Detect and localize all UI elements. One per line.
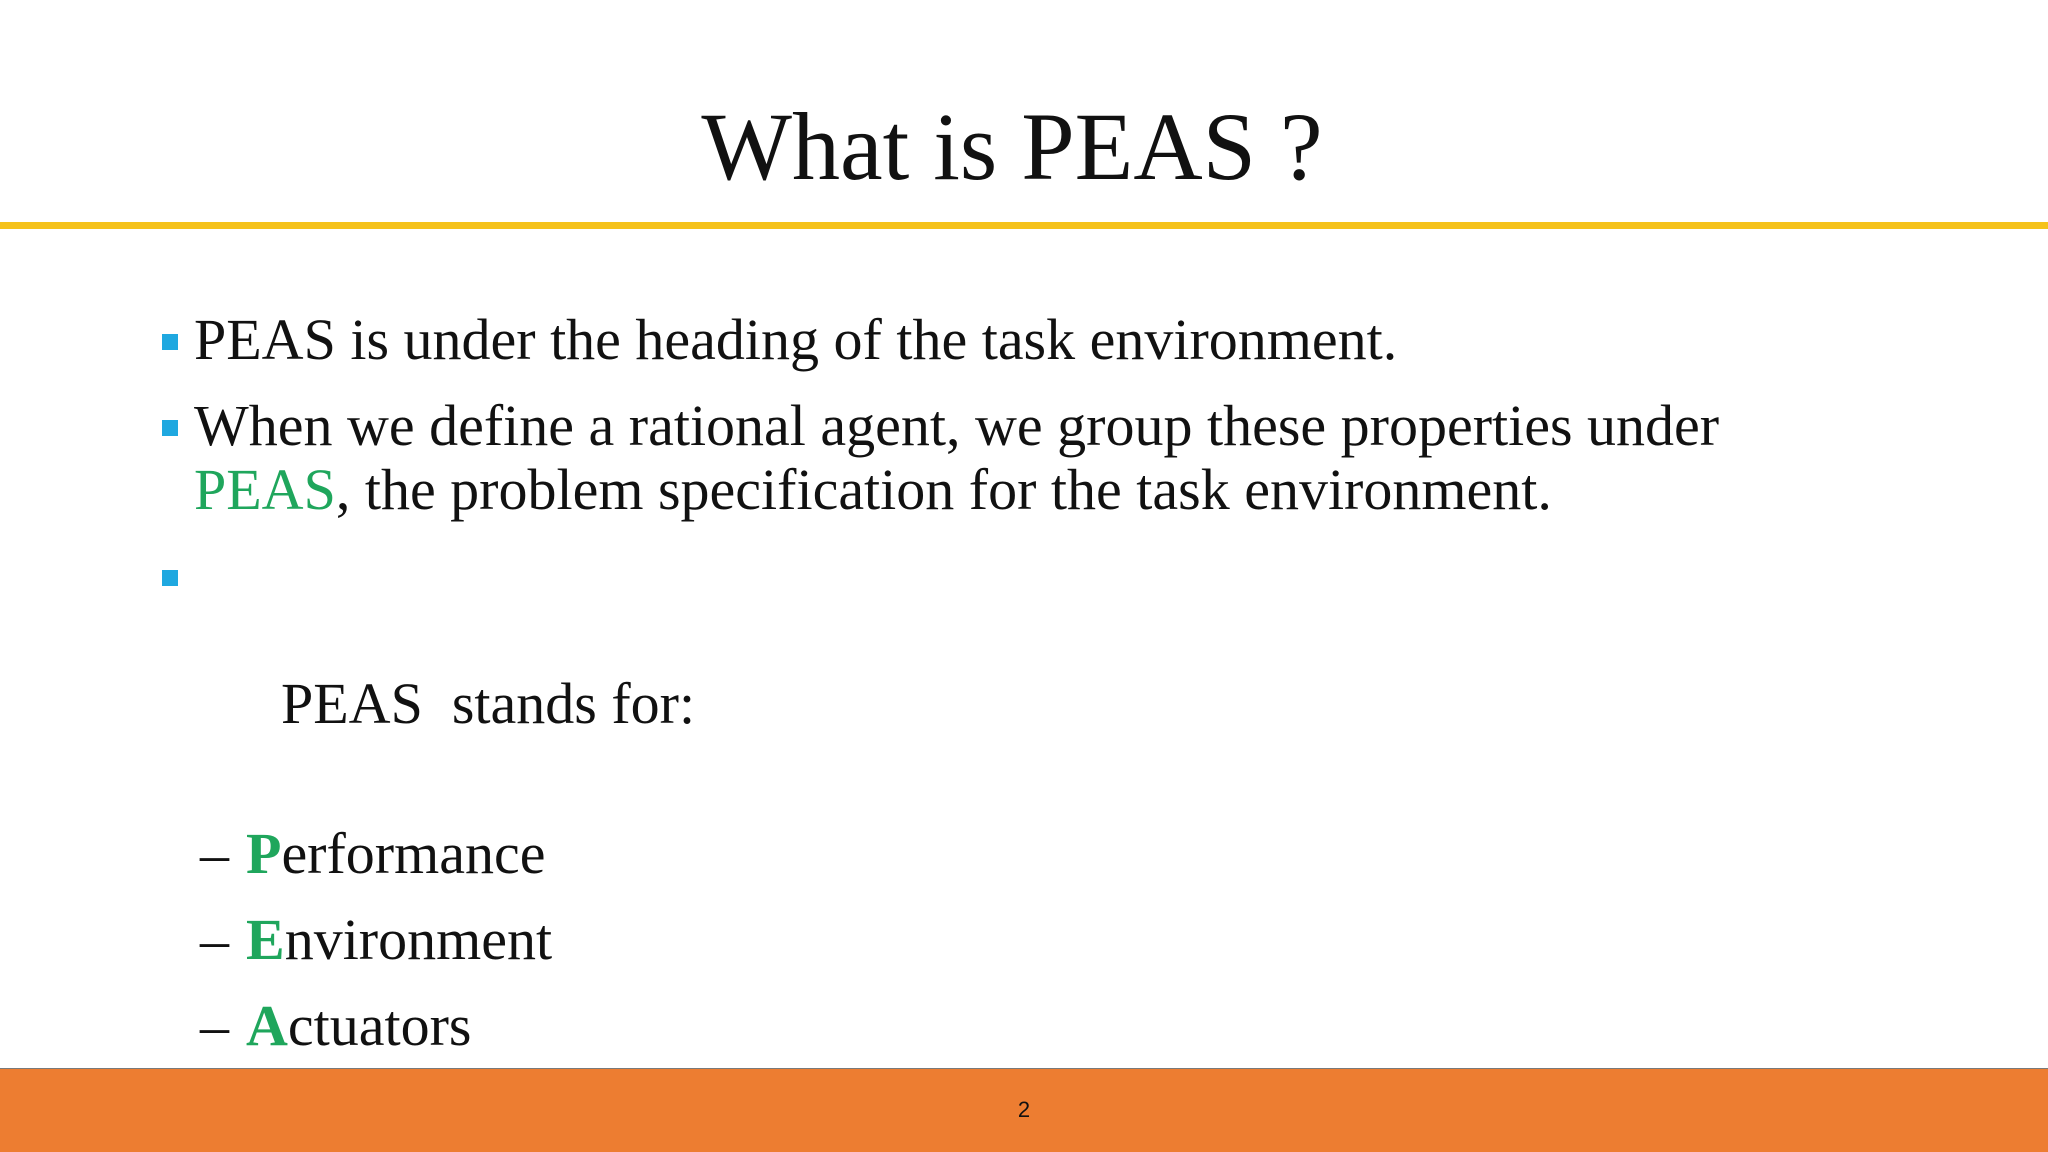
square-bullet-icon (162, 334, 178, 350)
sub-item-actuators (158, 994, 1958, 1058)
sub-item-performance (158, 822, 1958, 886)
peas-highlight: PEAS (194, 457, 336, 522)
square-bullet-icon (162, 420, 178, 436)
initial-letter: P (246, 821, 282, 886)
page-number: 2 (1017, 1097, 1031, 1122)
dash-marker: – (200, 907, 229, 972)
bullet-item (158, 308, 1958, 372)
dash-marker: – (200, 821, 229, 886)
bullet-text: When we define a rational agent, we group these properties under (194, 393, 1720, 458)
bullet-text: PEAS stands for: (281, 671, 696, 736)
initial-letter: E (246, 907, 285, 972)
initial-letter: A (246, 993, 288, 1058)
bullet-text-continued: , the problem specification for the task environment. (335, 457, 1552, 522)
square-bullet-icon (162, 570, 178, 586)
word-rest: ctuators (287, 993, 472, 1058)
bullet-item (158, 544, 1958, 800)
sub-item-environment (158, 908, 1958, 972)
slide-title: What is PEAS ? (701, 93, 1323, 200)
bullet-text: PEAS is under the heading of the task environment. (194, 307, 1398, 372)
bullet-item (158, 394, 1958, 522)
word-rest: nvironment (284, 907, 553, 972)
slide-body (158, 308, 1958, 1152)
word-rest: erformance (281, 821, 546, 886)
dash-marker: – (200, 993, 229, 1058)
title-divider (0, 222, 2048, 229)
footer-bar (0, 1068, 2048, 1152)
